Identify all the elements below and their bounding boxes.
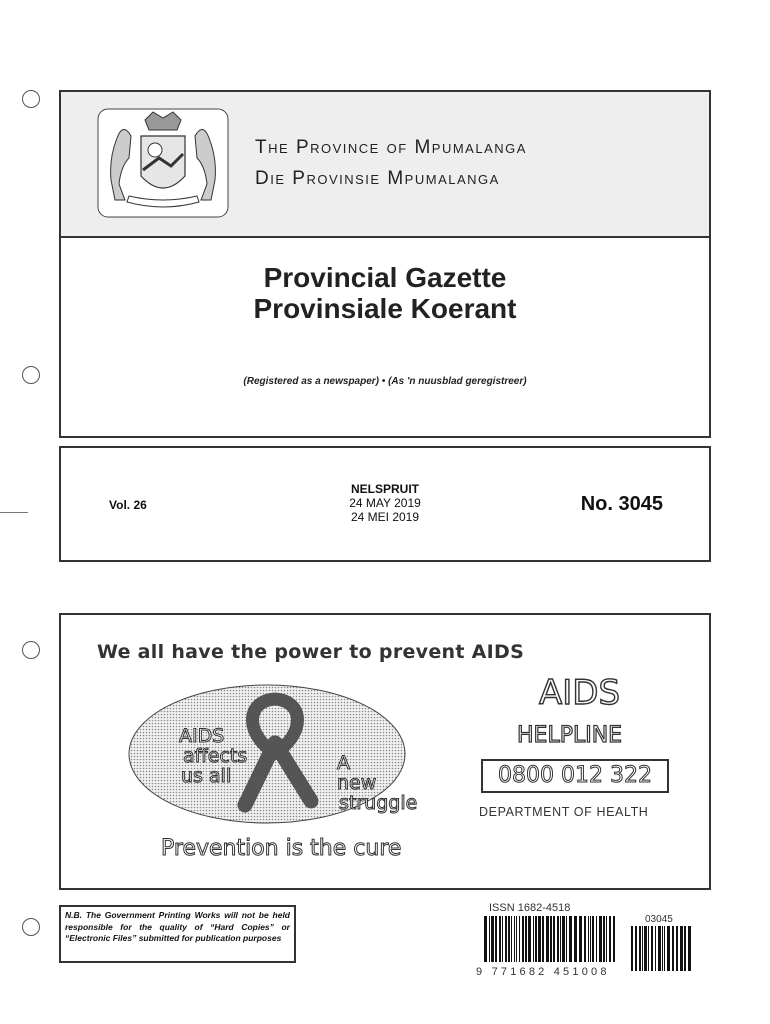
fold-mark [0, 512, 28, 513]
binder-hole [22, 90, 40, 108]
helpline-phone-number: 0800 012 322 [481, 759, 669, 793]
masthead-banner [61, 92, 709, 238]
binder-hole [22, 918, 40, 936]
aids-slogan: We all have the power to prevent AIDS [97, 641, 525, 663]
ribbon-text-left-2: affects [183, 745, 248, 767]
issue-number: No. 3045 [580, 493, 663, 515]
ribbon-text-left-1: AIDS [179, 725, 225, 747]
issue-info [59, 446, 711, 562]
gazette-title-afrikaans: Provinsiale Koerant [253, 293, 517, 324]
nb-disclaimer: N.B. The Government Printing Works will not be held responsible for the quality of “Hard Copies” or “Electronic Files” submitted for publication purposes [59, 905, 296, 963]
barcode-digits: 9 771682 451008 [476, 966, 610, 978]
isbn-barcode-icon [483, 916, 618, 970]
ribbon-text-right-3: struggle [339, 792, 418, 814]
ribbon-text-right-2: new [337, 772, 377, 794]
date-english: 24 MAY 2019 [349, 496, 421, 510]
volume-number: Vol. 26 [109, 498, 147, 512]
addon-code: 03045 [645, 914, 673, 925]
gazette-masthead [59, 90, 711, 438]
gazette-title-english: Provincial Gazette [263, 262, 507, 293]
helpline-heading: HELPLINE [517, 723, 623, 748]
department-name: DEPARTMENT OF HEALTH [479, 805, 649, 819]
aids-heading: AIDS [539, 673, 621, 713]
issn-number: ISSN 1682-4518 [489, 902, 571, 914]
registration-note: (Registered as a newspaper) • (As 'n nuusblad geregistreer) [243, 376, 527, 387]
province-name-english: The Province of Mpumalanga [255, 137, 527, 158]
province-name-afrikaans: Die Provinsie Mpumalanga [255, 168, 500, 189]
coat-of-arms-icon [97, 108, 229, 218]
prevention-slogan: Prevention is the cure [161, 836, 402, 861]
date-afrikaans: 24 MEI 2019 [350, 510, 420, 524]
binder-hole [22, 641, 40, 659]
aids-ribbon-illustration [127, 683, 447, 825]
ribbon-text-left-3: us all [181, 765, 232, 787]
ribbon-text-right-1: A [337, 752, 350, 774]
addon-barcode-icon [630, 926, 693, 971]
publication-place: NELSPRUIT [350, 482, 419, 496]
binder-hole [22, 366, 40, 384]
aids-advertisement [59, 613, 711, 890]
